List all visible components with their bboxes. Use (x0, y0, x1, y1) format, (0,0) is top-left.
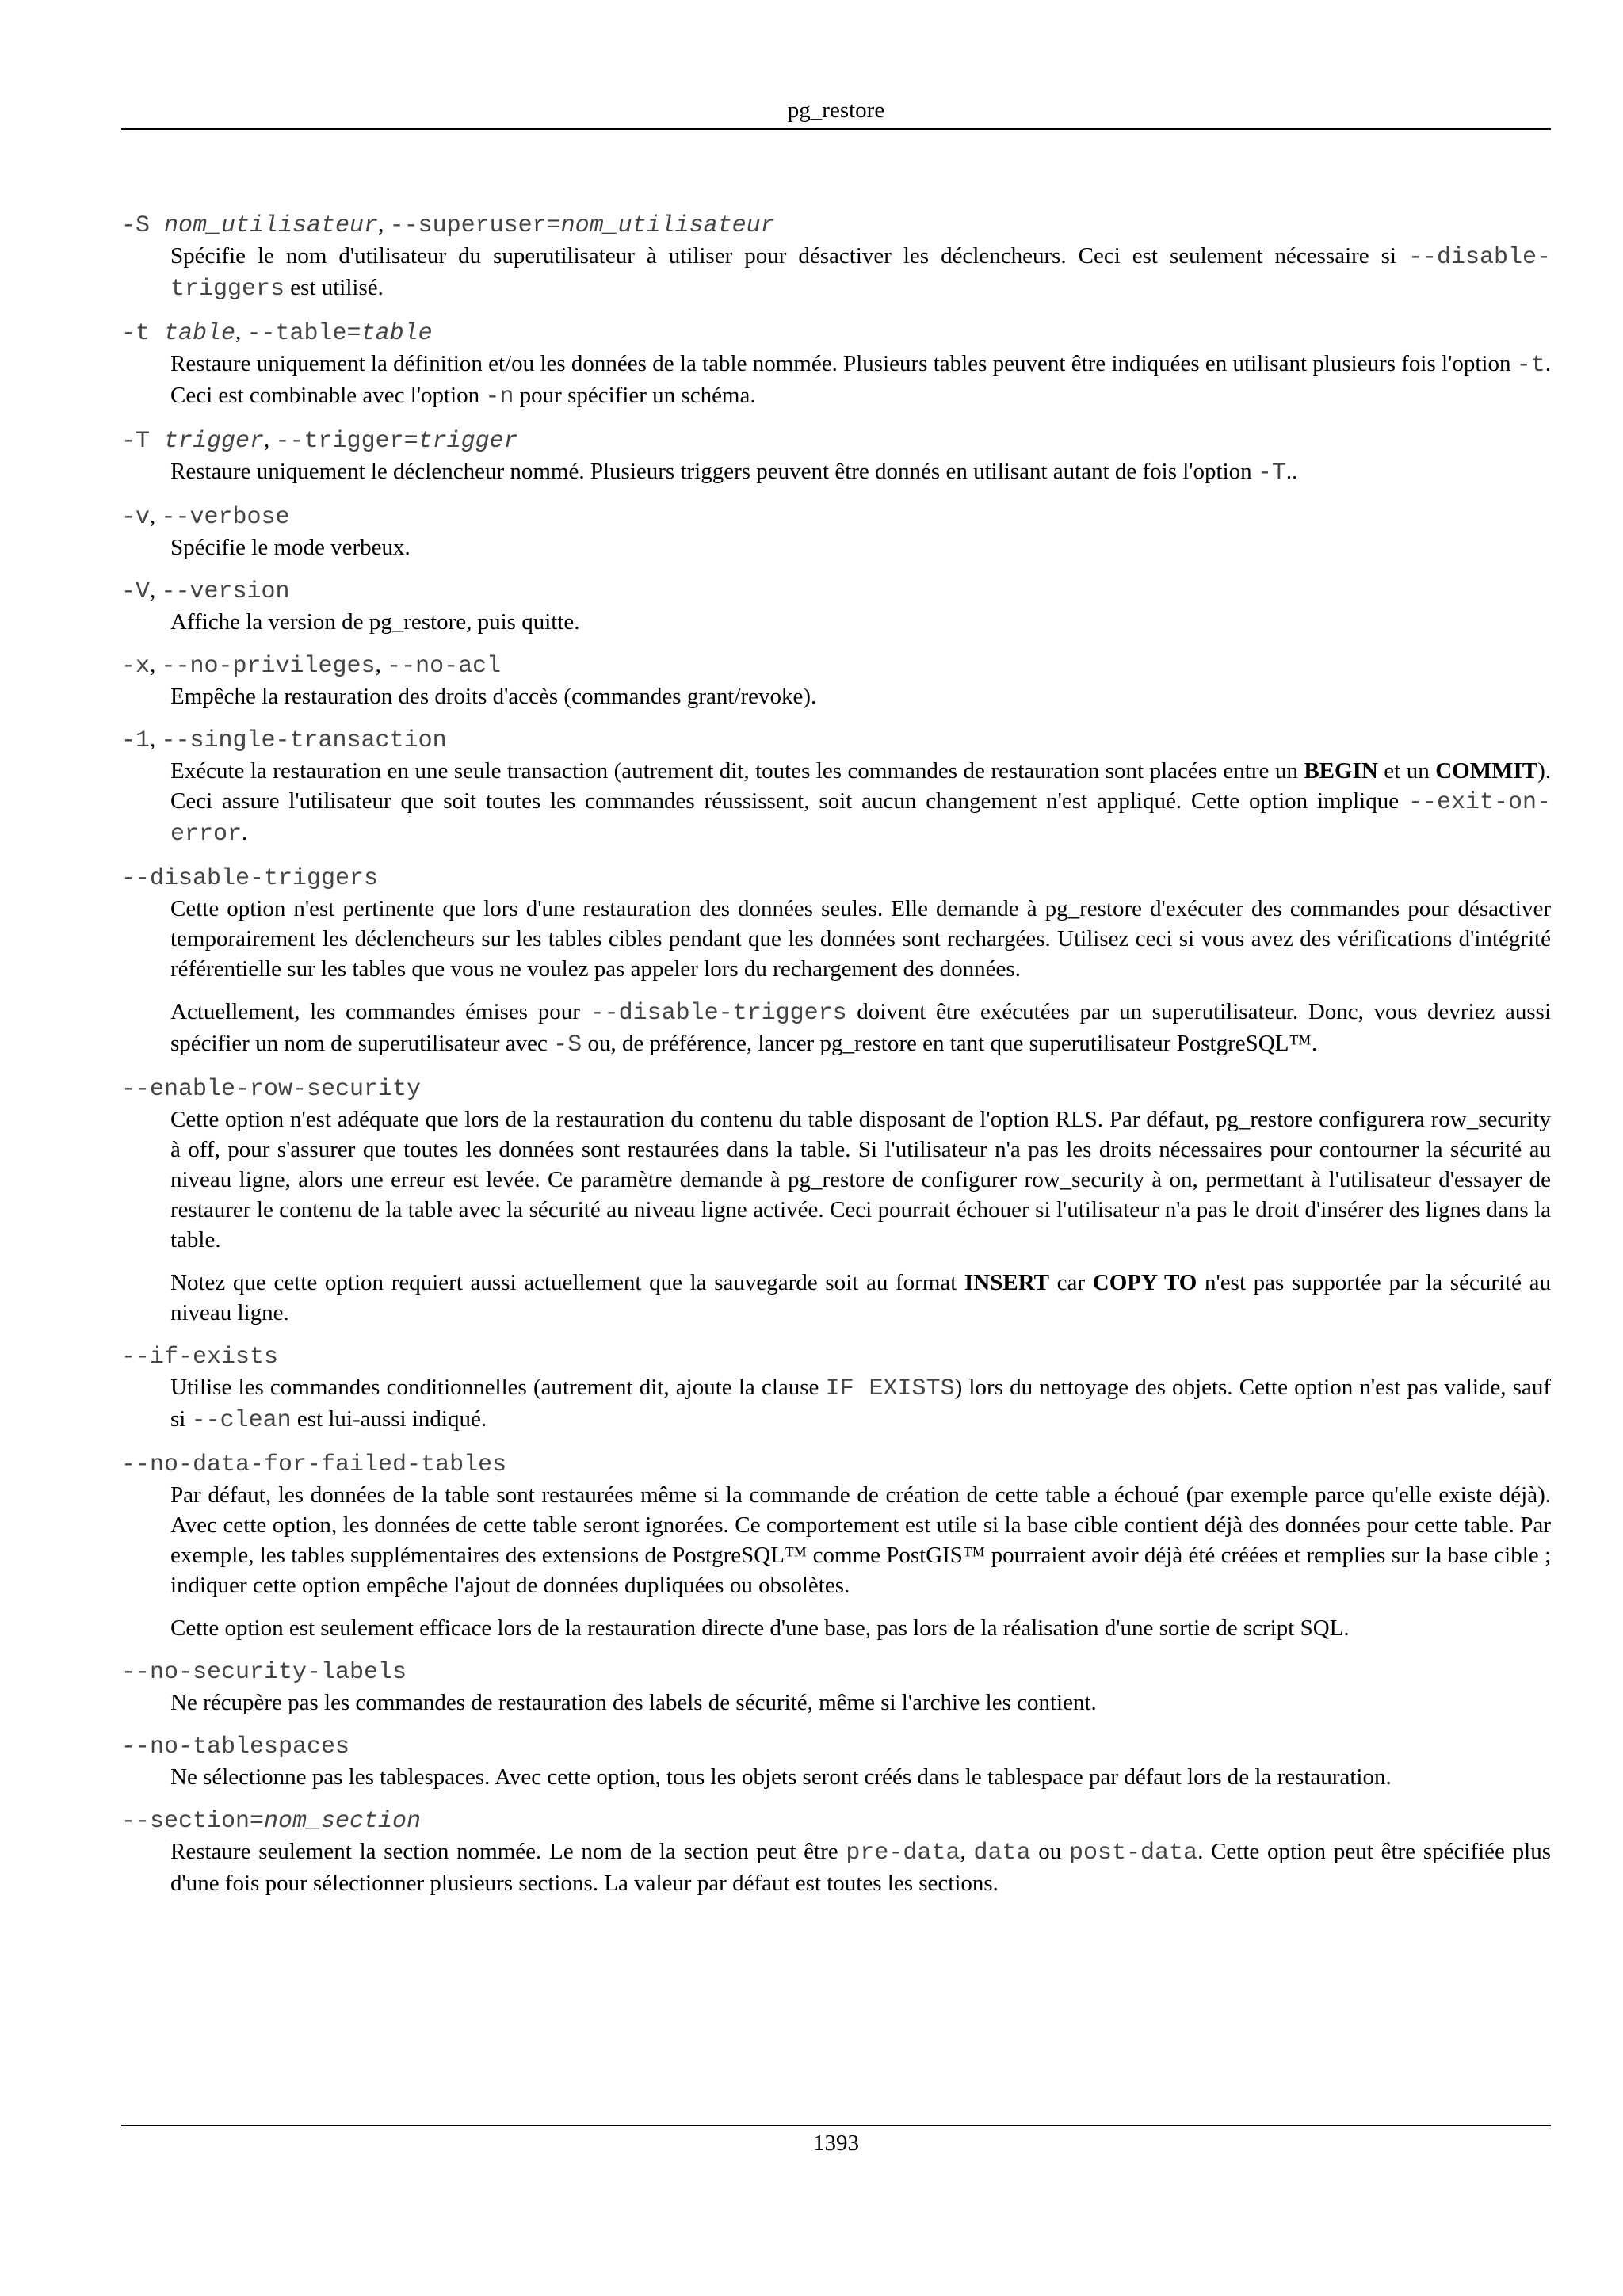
description-paragraph (170, 1762, 1551, 1792)
text-run: Exécute la restauration en une seule transaction (autrement dit, toutes les commandes de restauration sont placées entre un (170, 758, 1304, 784)
text-run: Cette option est seulement efficace lors de la restauration directe d'une base, pas lors de la réalisation d'une sortie de script SQL. (170, 1615, 1350, 1641)
text-run: Restaure seulement la section nommée. Le nom de la section peut être (170, 1839, 846, 1864)
option-term (121, 1805, 1551, 1836)
code-text: -S (121, 212, 165, 239)
option-description (170, 532, 1551, 563)
option-description (170, 241, 1551, 304)
text-run: Notez que cette option requiert aussi actuellement que la sauvegarde soit au format (170, 1270, 964, 1295)
option-entry (121, 425, 1551, 488)
code-text: -T (1257, 460, 1286, 486)
text-run: ou (1030, 1839, 1070, 1864)
option-term (121, 1341, 1551, 1372)
text-run: . Cette option peut être spécifiée plus d'une fois pour sélectionner plusieurs sections. La valeur par défaut est toutes les sections. (170, 1839, 1552, 1896)
text-run: est utilisé. (285, 275, 384, 300)
code-text: --disable-triggers (170, 244, 1551, 303)
code-placeholder: trigger (418, 428, 518, 455)
code-text: --trigger= (275, 428, 418, 455)
code-text: post-data (1069, 1840, 1198, 1867)
text-run: Restaure uniquement la définition et/ou les données de la table nommée. Plusieurs tables peuvent être indiquées en utilisant plusieurs fois l'option (170, 351, 1517, 376)
option-entry (121, 724, 1551, 849)
option-entry (121, 317, 1551, 412)
text-run: , (150, 578, 162, 603)
option-description (170, 1104, 1551, 1328)
option-term (121, 1448, 1551, 1480)
code-text: -x (121, 653, 151, 680)
header-rule (121, 128, 1551, 130)
option-term (121, 425, 1551, 456)
code-text: -t (1516, 352, 1545, 379)
text-run: , (960, 1839, 974, 1864)
description-paragraph (170, 756, 1551, 849)
text-run: Cette option n'est adéquate que lors de la restauration du contenu du table disposant de l'option RLS. Par défaut, pg_restore configurera row_security à off, pour s'assurer que toutes les données sont restaurées dans la table. Si l'utilisateur n'a pas les droits nécessaires pour contourner la sécurité au niveau ligne, alors une erreur est levée. Ce paramètre demande à pg_restore de configurer row_security à on, permettant à l'utilisateur d'essayer de restaurer le contenu de la table avec la sécurité au niveau ligne activée. Ceci pourrait échouer si l'utilisateur n'a pas le droit d'insérer des lignes dans la table. (170, 1107, 1551, 1253)
option-term (121, 724, 1551, 756)
option-entry (121, 209, 1551, 304)
text-run: Ne sélectionne pas les tablespaces. Avec cette option, tous les objets seront créés dans le tablespace par défaut lors de la restauration. (170, 1764, 1392, 1790)
code-text: --no-privileges (161, 653, 376, 680)
code-text: --table= (246, 320, 361, 347)
text-run: ou, de préférence, lancer pg_restore en tant que superutilisateur PostgreSQL™. (582, 1031, 1318, 1056)
bold-keyword: COPY TO (1092, 1270, 1197, 1295)
code-text: -T (121, 428, 165, 455)
option-entry (121, 1448, 1551, 1643)
text-run: ). Ceci assure l'utilisateur que soit toutes les commandes réussissent, soit aucun changement n'est appliqué. Cette option implique (170, 758, 1551, 814)
option-list (121, 209, 1551, 1911)
code-text: --enable-row-security (121, 1076, 422, 1103)
text-run: , (235, 319, 247, 345)
text-run: car (1048, 1270, 1093, 1295)
code-text: -n (485, 383, 514, 410)
text-run: pour spécifier un schéma. (514, 383, 756, 408)
option-description (170, 456, 1551, 488)
option-description (170, 1688, 1551, 1718)
option-description (170, 1480, 1551, 1643)
description-paragraph (170, 349, 1551, 412)
description-paragraph (170, 456, 1551, 488)
code-text (164, 212, 378, 239)
code-text: -v (121, 504, 151, 531)
option-term (121, 209, 1551, 241)
code-text: --no-acl (387, 653, 502, 680)
code-text (164, 320, 235, 347)
text-run: Restaure uniquement le déclencheur nommé. Plusieurs triggers peuvent être donnés en utilisant autant de fois l'option (170, 459, 1258, 484)
option-entry (121, 1341, 1551, 1436)
code-text: --version (161, 578, 290, 605)
option-term (121, 650, 1551, 681)
text-run: n'est pas supportée par la sécurité au niveau ligne. (170, 1270, 1552, 1325)
code-text (561, 212, 775, 239)
footer-rule (121, 2125, 1551, 2126)
code-placeholder: trigger (164, 428, 265, 455)
code-text: --disable-triggers (121, 865, 379, 892)
text-run: Affiche la version de pg_restore, puis quitte. (170, 609, 580, 635)
option-entry (121, 650, 1551, 711)
text-run: doivent être exécutées par un superutilisateur. Donc, vous devriez aussi spécifier un nom de superutilisateur avec (170, 999, 1552, 1056)
option-description (170, 607, 1551, 637)
document-page (121, 0, 1551, 2296)
text-run: Spécifie le nom d'utilisateur du superutilisateur à utiliser pour désactiver les déclencheurs. Ceci est seulement nécessaire si (170, 243, 1408, 269)
option-term (121, 862, 1551, 894)
code-text (164, 428, 264, 455)
option-term (121, 1073, 1551, 1104)
code-text: -V (121, 578, 151, 605)
text-run: est lui-aussi indiqué. (291, 1406, 487, 1432)
option-description (170, 756, 1551, 849)
text-run: Empêche la restauration des droits d'accès (commandes grant/revoke). (170, 684, 817, 709)
option-description (170, 1836, 1551, 1898)
text-run: .. (1285, 459, 1298, 484)
text-run: Cette option n'est pertinente que lors d'une restauration des données seules. Elle demande à pg_restore d'exécuter des commandes pour désactiver temporairement les déclencheurs sur les tables cibles pendant que les données sont rechargées. Utilisez ceci si vous avez des vérifications d'intégrité référentielle sur les tables que vous ne voulez pas appeler lors du rechargement des données. (170, 896, 1551, 982)
description-paragraph (170, 532, 1551, 563)
description-paragraph (170, 1480, 1551, 1600)
code-text: -S (553, 1032, 582, 1058)
code-text (264, 1808, 421, 1835)
option-term (121, 1730, 1551, 1762)
code-text: --clean (191, 1407, 292, 1434)
code-text: --section= (121, 1808, 265, 1835)
option-description (170, 349, 1551, 412)
text-run: , (264, 427, 276, 452)
description-paragraph (170, 997, 1551, 1060)
description-paragraph (170, 607, 1551, 637)
option-description (170, 1762, 1551, 1792)
text-run: , (150, 727, 162, 752)
description-paragraph (170, 1104, 1551, 1255)
code-placeholder: nom_utilisateur (164, 212, 379, 239)
text-run: , (150, 652, 162, 677)
description-paragraph (170, 894, 1551, 984)
bold-keyword: INSERT (964, 1270, 1049, 1295)
code-text: --exit-on-error (170, 789, 1551, 848)
code-text: --no-data-for-failed-tables (121, 1451, 507, 1478)
page-number: 1393 (813, 2130, 859, 2156)
code-text: --superuser= (389, 212, 561, 239)
code-text: -1 (121, 727, 151, 754)
option-term (121, 575, 1551, 607)
text-run: . (242, 820, 248, 845)
bold-keyword: BEGIN (1304, 758, 1378, 784)
option-term (121, 317, 1551, 349)
text-run: et un (1377, 758, 1436, 784)
text-run: Spécifie le mode verbeux. (170, 535, 411, 560)
option-entry (121, 575, 1551, 637)
code-text: --no-tablespaces (121, 1733, 350, 1760)
option-entry (121, 1073, 1551, 1328)
option-description (170, 894, 1551, 1060)
description-paragraph (170, 1836, 1551, 1898)
text-run: Ne récupère pas les commandes de restauration des labels de sécurité, même si l'archive les contient. (170, 1690, 1097, 1715)
code-text: data (973, 1840, 1031, 1867)
code-text: --if-exists (121, 1344, 279, 1371)
text-run: Utilise les commandes conditionnelles (autrement dit, ajoute la clause (170, 1375, 826, 1400)
text-run: ) lors du nettoyage des objets. Cette option n'est pas valide, sauf si (170, 1375, 1551, 1432)
option-entry (121, 501, 1551, 563)
code-placeholder: table (164, 320, 236, 347)
text-run: Actuellement, les commandes émises pour (170, 999, 590, 1024)
code-placeholder: nom_utilisateur (560, 212, 775, 239)
code-text: IF EXISTS (825, 1375, 955, 1402)
text-run: . Ceci est combinable avec l'option (170, 351, 1551, 408)
code-text: --no-security-labels (121, 1659, 407, 1686)
text-run: , (378, 212, 390, 237)
code-text: pre-data (846, 1840, 960, 1867)
text-run: , (150, 503, 162, 528)
option-term (121, 501, 1551, 532)
bold-keyword: COMMIT (1435, 758, 1538, 784)
option-entry (121, 1805, 1551, 1898)
option-term (121, 1656, 1551, 1688)
option-description (170, 681, 1551, 711)
code-text (418, 428, 518, 455)
text-run: Par défaut, les données de la table sont restaurées même si la commande de création de cette table a échoué (par exemple parce qu'elle existe déjà). Avec cette option, les données de cette table seront ignorées. Ce comportement est utile si la base cible contient déjà des données pour cette table. Par exemple, les tables supplémentaires des extensions de PostgreSQL™ comme PostGIS™ pourraient avoir déjà été créées et remplies sur la base cible ; indiquer cette option empêche l'ajout de données dupliquées ou obsolètes. (170, 1482, 1551, 1598)
description-paragraph (170, 1372, 1551, 1436)
code-placeholder: table (361, 320, 433, 347)
description-paragraph (170, 241, 1551, 304)
description-paragraph (170, 1268, 1551, 1328)
code-text: -t (121, 320, 165, 347)
code-text (361, 320, 433, 347)
option-entry (121, 862, 1551, 1060)
option-entry (121, 1730, 1551, 1792)
code-text: --single-transaction (161, 727, 447, 754)
description-paragraph (170, 681, 1551, 711)
code-placeholder: nom_section (264, 1808, 422, 1835)
running-header-title: pg_restore (787, 97, 885, 123)
code-text: --verbose (161, 504, 290, 531)
code-text: --disable-triggers (590, 1000, 847, 1027)
option-description (170, 1372, 1551, 1436)
description-paragraph (170, 1613, 1551, 1643)
option-entry (121, 1656, 1551, 1718)
text-run: , (375, 652, 388, 677)
description-paragraph (170, 1688, 1551, 1718)
